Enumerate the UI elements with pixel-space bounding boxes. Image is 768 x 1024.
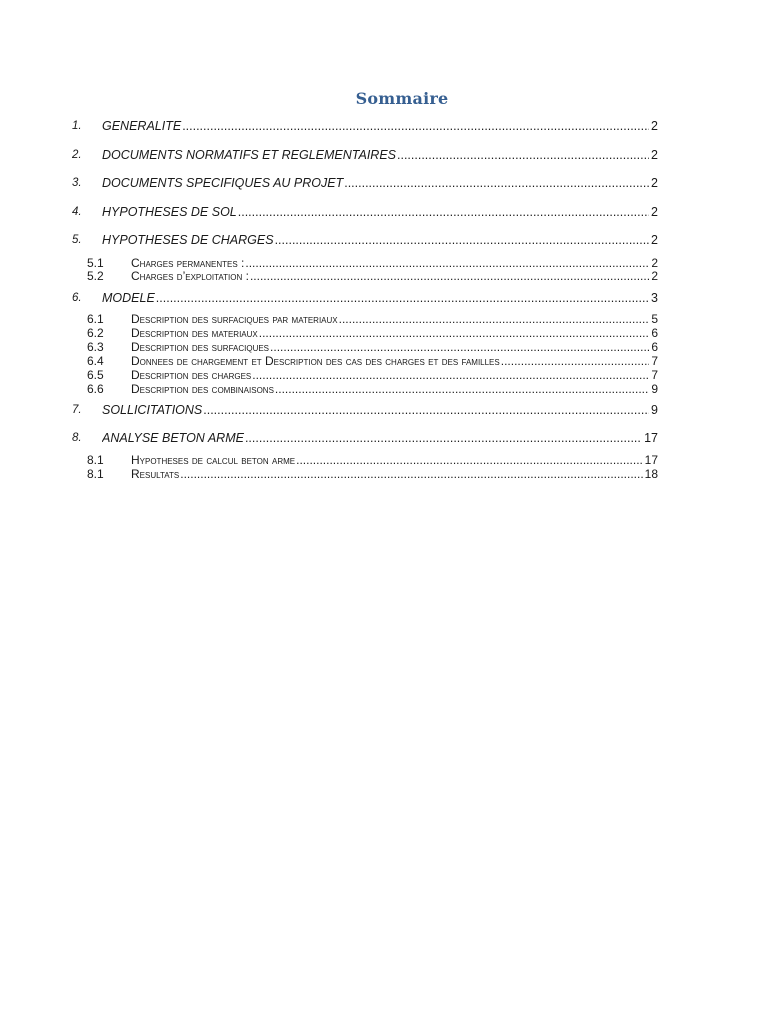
toc-entry[interactable] (0, 118, 768, 134)
toc-number: 5.1 (87, 256, 104, 270)
toc-entry[interactable] (0, 430, 768, 446)
toc-number: 4. (72, 206, 82, 218)
toc-label: Description des surfaciques (131, 340, 270, 354)
toc-leader-dots (397, 147, 649, 163)
toc-page-number: 7 (651, 354, 658, 368)
toc-number: 6.1 (87, 312, 104, 326)
toc-entry[interactable] (0, 381, 768, 397)
toc-number: 6.2 (87, 326, 104, 340)
toc-label: Charges d’exploitation : (131, 269, 249, 283)
toc-entry[interactable] (0, 147, 768, 163)
toc-leader-dots (156, 290, 649, 306)
toc-page-number: 2 (651, 233, 658, 247)
toc-label: DOCUMENTS SPECIFIQUES AU PROJET (102, 176, 344, 190)
toc-leader-dots (275, 381, 649, 397)
toc-label: MODELE (102, 291, 155, 305)
toc-entry[interactable] (0, 268, 768, 284)
toc-page-number: 17 (644, 431, 658, 445)
toc-leader-dots (238, 204, 649, 220)
toc-number: 6.6 (87, 382, 104, 396)
toc-label: DOCUMENTS NORMATIFS ET REGLEMENTAIRES (102, 148, 397, 162)
toc-page-number: 2 (651, 176, 658, 190)
toc-number: 6. (72, 292, 82, 304)
toc-number: 8.1 (87, 467, 104, 481)
toc-label: Charges permanentes : (131, 256, 245, 270)
toc-page-number: 6 (651, 326, 658, 340)
toc-leader-dots (245, 430, 642, 446)
toc-number: 2. (72, 149, 82, 161)
toc-page-number: 2 (651, 256, 658, 270)
toc-page-number: 2 (651, 205, 658, 219)
toc-label: GENERALITE (102, 119, 182, 133)
toc-number: 1. (72, 120, 82, 132)
toc-leader-dots (180, 466, 642, 482)
toc-entry[interactable] (0, 466, 768, 482)
toc-page-number: 2 (651, 148, 658, 162)
toc-page-number: 6 (651, 340, 658, 354)
page-title: Sommaire (355, 89, 449, 108)
toc-page-number: 17 (644, 453, 658, 467)
toc-label: Donnees de chargement et Description des cas des charges et des familles (131, 354, 500, 368)
toc-number: 8. (72, 432, 82, 444)
toc-page-number: 9 (651, 382, 658, 396)
toc-label: Hypotheses de calcul beton arme (131, 453, 296, 467)
toc-number: 6.3 (87, 340, 104, 354)
toc-entry[interactable] (0, 402, 768, 418)
toc-page-number: 9 (651, 403, 658, 417)
toc-label: SOLLICITATIONS (102, 403, 203, 417)
toc-entry[interactable] (0, 232, 768, 248)
toc-leader-dots (344, 175, 649, 191)
toc-number: 5.2 (87, 269, 104, 283)
toc-page-number: 5 (651, 312, 658, 326)
toc-page-number: 2 (651, 119, 658, 133)
toc-leader-dots (250, 268, 649, 284)
toc-label: Description des combinaisons (131, 382, 274, 396)
toc-leader-dots (203, 402, 649, 418)
toc-leader-dots (275, 232, 649, 248)
toc-number: 6.4 (87, 354, 104, 368)
toc-page-number: 18 (644, 467, 658, 481)
toc-entry[interactable] (0, 204, 768, 220)
toc-entry[interactable] (0, 290, 768, 306)
toc-number: 5. (72, 234, 82, 246)
toc-label: ANALYSE BETON ARME (102, 431, 244, 445)
toc-page-number: 7 (651, 368, 658, 382)
toc-leader-dots (182, 118, 649, 134)
toc-number: 7. (72, 404, 82, 416)
toc-label: HYPOTHESES DE SOL (102, 205, 237, 219)
toc-number: 6.5 (87, 368, 104, 382)
toc-page-number: 3 (651, 291, 658, 305)
toc-number: 3. (72, 177, 82, 189)
toc-label: Description des surfaciques par materiaux (131, 312, 338, 326)
toc-label: Resultats (131, 467, 180, 481)
toc-label: Description des materiaux (131, 326, 258, 340)
toc-entry[interactable] (0, 175, 768, 191)
toc-page-number: 2 (651, 269, 658, 283)
toc-label: Description des charges (131, 368, 252, 382)
toc-number: 8.1 (87, 453, 104, 467)
toc-label: HYPOTHESES DE CHARGES (102, 233, 274, 247)
